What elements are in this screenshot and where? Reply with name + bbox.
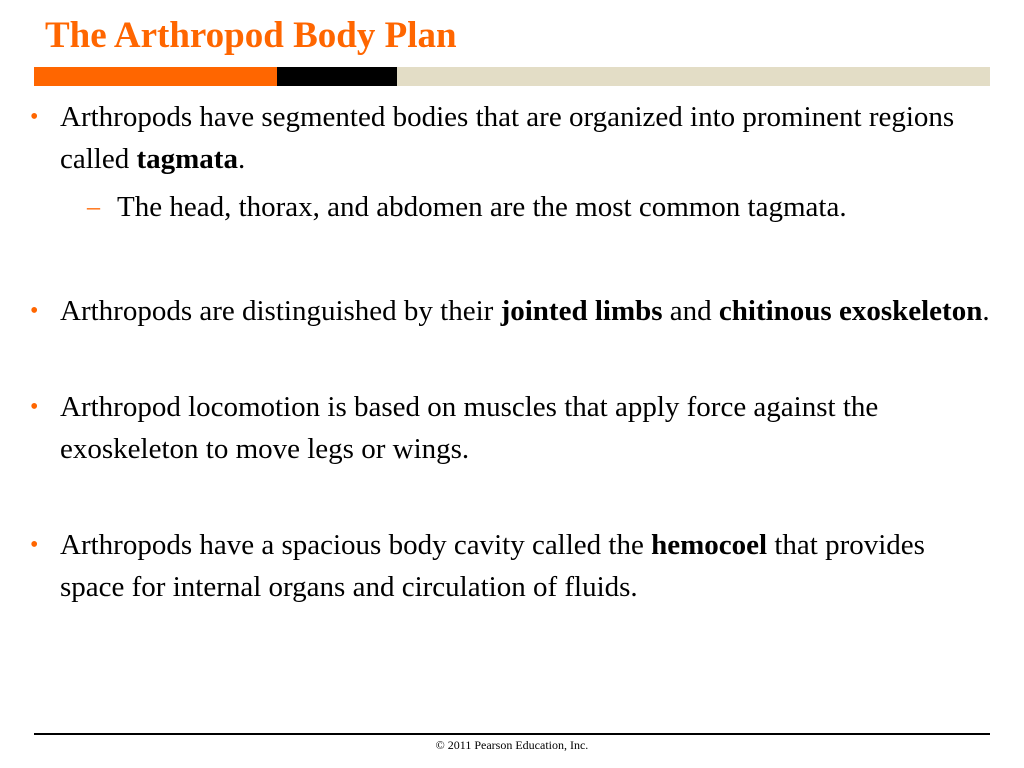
bullet-4-term: hemocoel <box>651 529 768 561</box>
bullet-list <box>30 96 990 608</box>
bullet-1-end: . <box>237 143 246 175</box>
bullet-1-term: tagmata <box>136 143 238 175</box>
title-bar-orange <box>34 67 277 86</box>
sub-bullet-1-text: The head, thorax, and abdomen are the most common tagmata. <box>117 191 847 223</box>
footer-divider <box>34 733 990 735</box>
bullet-2 <box>30 290 990 332</box>
bullet-2-end: . <box>982 295 990 327</box>
bullet-dot-icon: • <box>30 532 39 558</box>
title-bar-beige <box>397 67 990 86</box>
bullet-1-text: Arthropods have segmented bodies that are organized into prominent regions called <box>60 101 955 175</box>
bullet-2-join: and <box>662 295 719 327</box>
bullet-4 <box>30 524 990 608</box>
bullet-dot-icon: • <box>30 298 39 324</box>
bullet-2-text: Arthropods are distinguished by their <box>60 295 501 327</box>
bullet-1 <box>30 96 990 180</box>
sub-bullet-dash-icon: – <box>87 192 100 221</box>
slide-title: The Arthropod Body Plan <box>45 15 457 56</box>
bullet-2-term-2: chitinous exoskeleton <box>718 295 983 327</box>
bullet-dot-icon: • <box>30 104 39 130</box>
title-bar-black <box>277 67 397 86</box>
bullet-4-text: Arthropods have a spacious body cavity called the <box>60 529 652 561</box>
bullet-dot-icon: • <box>30 394 39 420</box>
sub-bullet-1 <box>30 186 990 228</box>
bullet-3-text: Arthropod locomotion is based on muscles that apply force against the exoskeleton to move legs or wings. <box>60 391 879 465</box>
copyright-footer: © 2011 Pearson Education, Inc. <box>435 738 589 752</box>
bullet-4-end: that provides space for internal organs and circulation of fluids. <box>60 529 925 603</box>
bullet-2-term-1: jointed limbs <box>500 295 663 327</box>
bullet-3 <box>30 386 990 470</box>
